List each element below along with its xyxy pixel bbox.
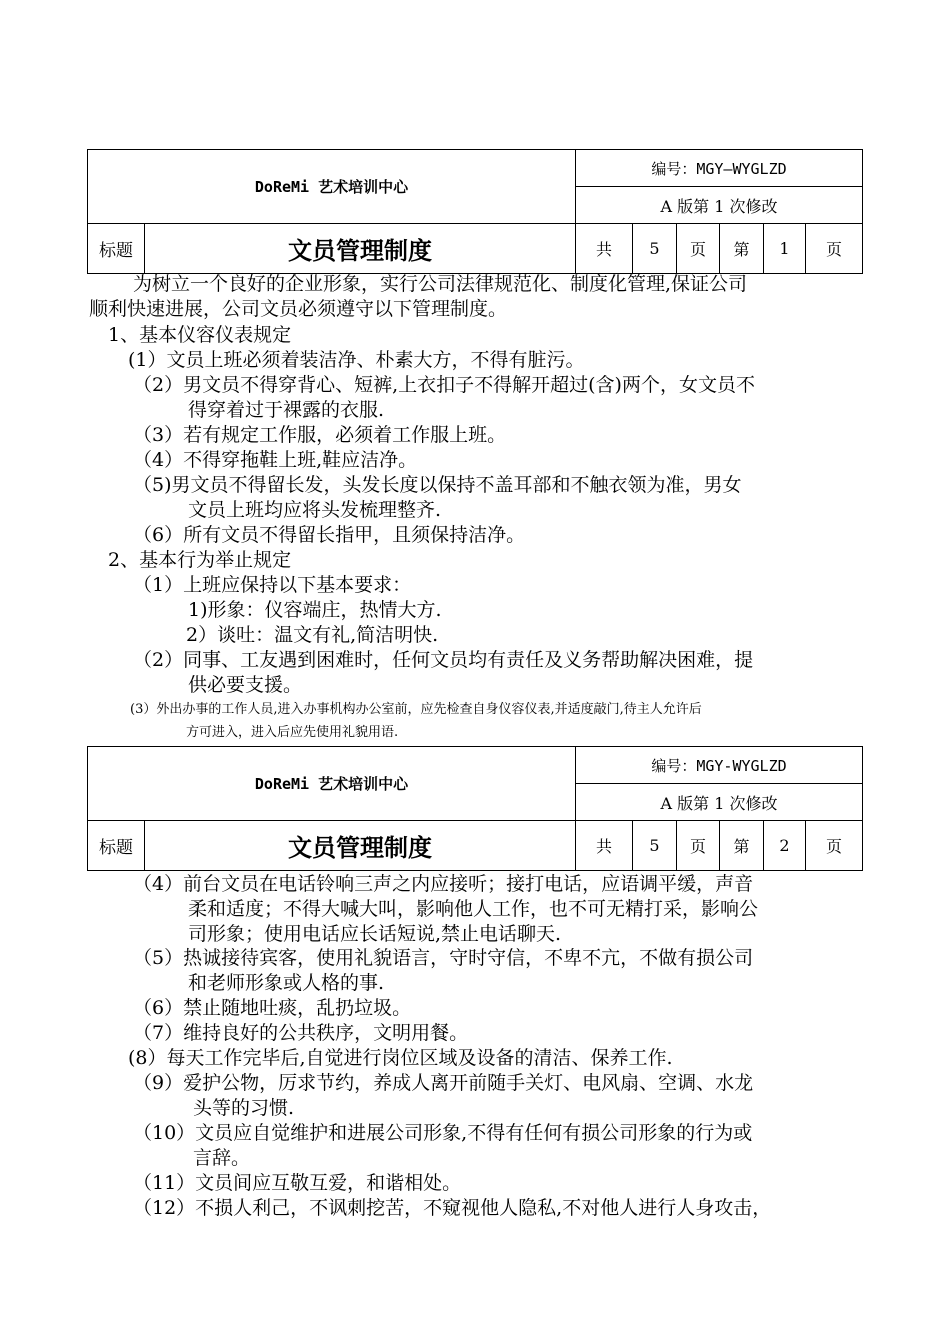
header-table-page-1 bbox=[87, 149, 863, 274]
body-line: 司形象；使用电话应长话短说,禁止电话聊天. bbox=[188, 923, 562, 945]
body-line: （2）男文员不得穿背心、短裤,上衣扣子不得解开超过(含)两个，女文员不 bbox=[133, 374, 755, 396]
body-line: 顺利快速进展，公司文员必须遵守以下管理制度。 bbox=[89, 298, 508, 320]
page-prefix: 第 bbox=[720, 224, 764, 274]
header-table-page-2 bbox=[87, 746, 863, 871]
body-line: 文员上班均应将头发梳理整齐. bbox=[188, 499, 442, 521]
body-line: 供必要支援。 bbox=[188, 674, 303, 696]
section-heading: 2、基本行为举止规定 bbox=[108, 549, 292, 571]
page-number: 1 bbox=[764, 224, 806, 274]
doc-title: 文员管理制度 bbox=[145, 821, 576, 871]
body-line: （12）不损人利己，不讽刺挖苦，不窥视他人隐私,不对他人进行人身攻击， bbox=[133, 1197, 772, 1219]
body-line: 头等的习惯. bbox=[193, 1097, 295, 1119]
org-name: DoReMi 艺术培训中心 bbox=[88, 150, 576, 224]
body-line: （11）文员间应互敬互爱，和谐相处。 bbox=[133, 1172, 462, 1194]
title-label: 标题 bbox=[88, 224, 145, 274]
body-line: （2）同事、工友遇到困难时，任何文员均有责任及义务帮助解决困难，提 bbox=[133, 649, 754, 671]
body-line: （4）前台文员在电话铃响三声之内应接听；接打电话，应语调平缓，声音 bbox=[133, 873, 754, 895]
page-suffix: 页 bbox=[806, 224, 863, 274]
body-line: (8）每天工作完毕后,自觉进行岗位区域及设备的清洁、保养工作. bbox=[128, 1047, 673, 1069]
body-line: （6）所有文员不得留长指甲，且须保持洁净。 bbox=[133, 524, 526, 546]
body-line: （9）爱护公物，厉求节约，养成人离开前随手关灯、电风扇、空调、水龙 bbox=[133, 1072, 754, 1094]
body-line: （6）禁止随地吐痰，乱扔垃圾。 bbox=[133, 997, 412, 1019]
body-line: 言辞。 bbox=[193, 1147, 251, 1169]
body-line: 1)形象：仪容端庄，热情大方. bbox=[188, 599, 442, 621]
body-line: 和老师形象或人格的事. bbox=[188, 972, 385, 994]
body-line: 得穿着过于裸露的衣服. bbox=[188, 399, 385, 421]
section-heading: 1、基本仪容仪表规定 bbox=[108, 324, 292, 346]
page-prefix: 第 bbox=[720, 821, 764, 871]
body-line: （4）不得穿拖鞋上班,鞋应洁净。 bbox=[133, 449, 418, 471]
body-line: （1）上班应保持以下基本要求： bbox=[133, 574, 412, 596]
body-line: (1）文员上班必须着装洁净、朴素大方，不得有脏污。 bbox=[128, 349, 585, 371]
total-suffix: 页 bbox=[677, 821, 720, 871]
body-line: （7）维持良好的公共秩序，文明用餐。 bbox=[133, 1022, 469, 1044]
body-line: 2）谈吐：温文有礼,简洁明快. bbox=[186, 624, 439, 646]
total-prefix: 共 bbox=[576, 821, 633, 871]
total-suffix: 页 bbox=[677, 224, 720, 274]
body-line-small: 方可进入，进入后应先使用礼貌用语. bbox=[186, 725, 399, 740]
doc-code: 编号：MGY-WYGLZD bbox=[576, 747, 863, 784]
version-label: A 版第 1 次修改 bbox=[576, 187, 863, 224]
doc-code: 编号：MGY—WYGLZD bbox=[576, 150, 863, 187]
page-suffix: 页 bbox=[806, 821, 863, 871]
body-line: （5）热诚接待宾客，使用礼貌语言，守时守信，不卑不亢，不做有损公司 bbox=[133, 947, 754, 969]
version-label: A 版第 1 次修改 bbox=[576, 784, 863, 821]
total-pages: 5 bbox=[633, 821, 677, 871]
total-pages: 5 bbox=[633, 224, 677, 274]
body-line-small: (3）外出办事的工作人员,进入办事机构办公室前，应先检查自身仪容仪表,并适度敲门,待主人允许后 bbox=[130, 702, 702, 717]
body-line: 为树立一个良好的企业形象，实行公司法律规范化、制度化管理,保证公司 bbox=[133, 273, 748, 295]
body-line: （3）若有规定工作服，必须着工作服上班。 bbox=[133, 424, 507, 446]
total-prefix: 共 bbox=[576, 224, 633, 274]
body-line: 柔和适度；不得大喊大叫，影响他人工作，也不可无精打采，影响公 bbox=[188, 898, 759, 920]
doc-title: 文员管理制度 bbox=[145, 224, 576, 274]
body-line: （10）文员应自觉维护和进展公司形象,不得有任何有损公司形象的行为或 bbox=[133, 1122, 753, 1144]
title-label: 标题 bbox=[88, 821, 145, 871]
page-number: 2 bbox=[764, 821, 806, 871]
body-line: （5)男文员不得留长发，头发长度以保持不盖耳部和不触衣领为准，男女 bbox=[133, 474, 742, 496]
org-name: DoReMi 艺术培训中心 bbox=[88, 747, 576, 821]
